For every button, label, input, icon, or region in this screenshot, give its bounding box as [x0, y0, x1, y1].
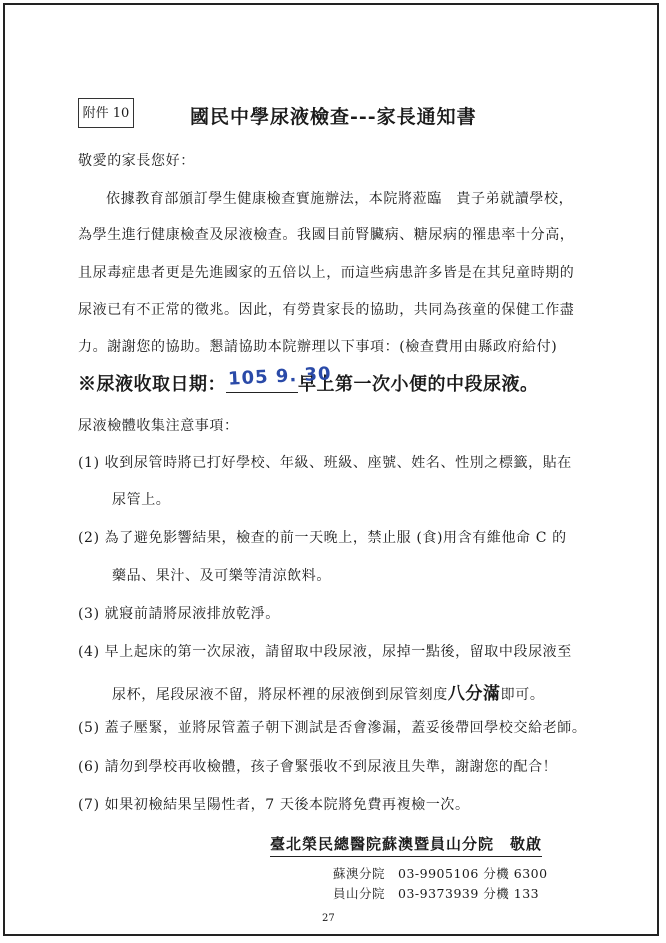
note-item-4-line-2-text: 尿杯，尾段尿液不留，將尿杯裡的尿液倒到尿管刻度: [112, 687, 448, 703]
intro-line-3: 且尿毒症患者更是先進國家的五倍以上，而這些病患許多皆是在其兒童時期的: [78, 265, 575, 281]
note-item-5: (5) 蓋子壓緊，並將尿管蓋子朝下測試是否會滲漏，蓋妥後帶回學校交給老師。: [78, 720, 587, 736]
annex-label: 附件 10: [78, 98, 134, 128]
note-item-1-line-1: (1) 收到尿管時將已打好學校、年級、班級、座號、姓名、性別之標籤，貼在: [78, 455, 572, 471]
note-item-2-line-2: 藥品、果汁、及可樂等清涼飲料。: [112, 568, 331, 584]
page-number: 27: [322, 913, 335, 924]
note-item-1-line-2: 尿管上。: [112, 492, 171, 508]
contact-yuanshan: 員山分院 03-9373939 分機 133: [333, 886, 540, 901]
note-item-4-line-1: (4) 早上起床的第一次尿液，請留取中段尿液，尿掉一點後，留取中段尿液至: [78, 644, 572, 660]
note-item-4-emphasis: 八分滿: [447, 684, 501, 704]
collection-date-handwritten: 105 9. 30: [227, 363, 333, 390]
note-item-4-line-2-end: 即可。: [500, 687, 545, 703]
intro-line-2: 為學生進行健康檢查及尿液檢查。我國目前腎臟病、糖尿病的罹患率十分高，: [78, 227, 575, 243]
intro-line-5: 力。謝謝您的協助。懇請協助本院辦理以下事項：(檢查費用由縣政府給付): [78, 339, 558, 355]
intro-line-4: 尿液已有不正常的徵兆。因此，有勞貴家長的協助，共同為孩童的保健工作盡: [78, 302, 575, 318]
note-item-4-line-2: [112, 679, 544, 704]
note-item-7: (7) 如果初檢結果呈陽性者，7 天後本院將免費再複檢一次。: [78, 797, 470, 813]
collection-date-label: ※尿液收取日期：: [78, 374, 226, 395]
notes-heading: 尿液檢體收集注意事項：: [78, 418, 239, 434]
page-title: 國民中學尿液檢查---家長通知書: [190, 106, 477, 128]
collection-date-suffix: 早上第一次小便的中段尿液。: [298, 374, 539, 395]
contact-suao: 蘇澳分院 03-9905106 分機 6300: [333, 866, 548, 881]
note-item-6: (6) 請勿到學校再收檢體，孩子會緊張收不到尿液且失準，謝謝您的配合！: [78, 759, 558, 775]
salutation: 敬愛的家長您好：: [78, 153, 195, 169]
intro-line-1: 依據教育部頒訂學生健康檢查實施辦法，本院將蒞臨 貴子弟就讀學校，: [106, 191, 574, 207]
note-item-2-line-1: (2) 為了避免影響結果，檢查的前一天晚上，禁止服 (食)用含有維他命 C 的: [78, 530, 567, 546]
hospital-signature: 臺北榮民總醫院蘇澳暨員山分院 敬啟: [270, 833, 542, 857]
note-item-3: (3) 就寢前請將尿液排放乾淨。: [78, 606, 280, 622]
